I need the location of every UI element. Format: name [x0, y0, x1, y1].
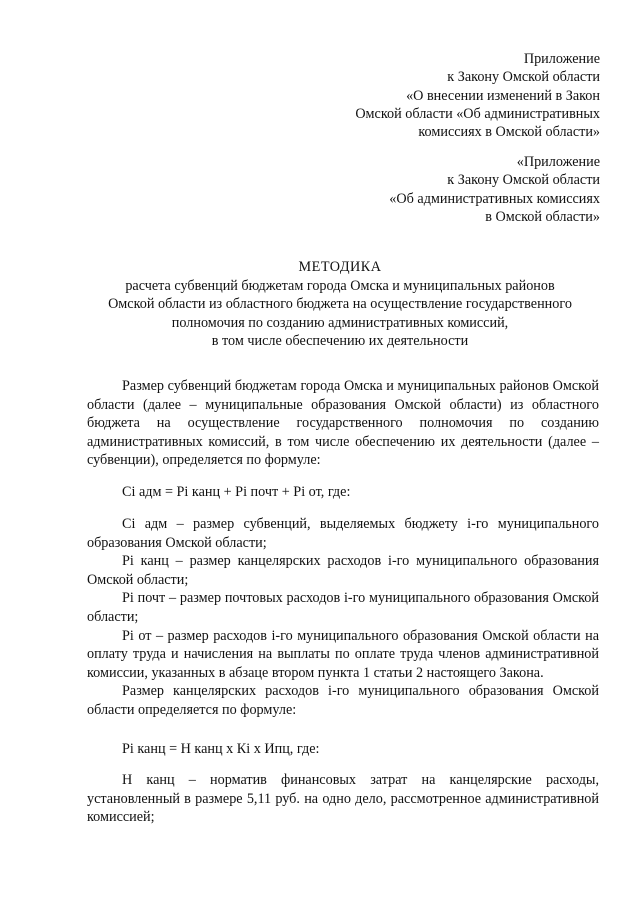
formula-kanc: Рi канц = Н канц х Кi х Ипц, где:	[122, 741, 320, 757]
appendix-original-header	[389, 153, 600, 226]
subtitle-line: расчета субвенций бюджетам города Омска и муниципальных районов	[125, 277, 555, 294]
definition-p-kanc: Рi канц – размер канцелярских расходов i-го муниципального образования Омской области;	[87, 553, 599, 588]
appendix-line: Омской области «Об административных	[355, 105, 600, 122]
appendix-line: комиссиях в Омской области»	[418, 124, 600, 141]
appendix-line: к Закону Омской области	[447, 172, 600, 189]
appendix-line: Приложение	[523, 51, 600, 67]
appendix-line: «Об административных комиссиях	[389, 190, 600, 207]
subtitle-line: полномочия по созданию административных комиссий,	[171, 314, 509, 331]
paragraph-text: Размер субвенций бюджетам города Омска и муниципальных районов Омской области (далее – муниципальные образования Омской области) из областного бюджета на осуществление государственного полномочия по созданию административных комиссий, в том числе обеспечению их деятельности (далее – субвенции), определяется по формуле:	[87, 378, 599, 469]
intro-paragraph	[87, 377, 599, 470]
appendix-line: «Приложение	[516, 154, 600, 170]
definition-p-pocht: Рi почт – размер почтовых расходов i-го муниципального образования Омской области;	[87, 590, 599, 625]
appendix-line: к Закону Омской области	[447, 69, 600, 86]
subtitle-line: в том числе обеспечению их деятельности	[211, 333, 469, 349]
document-title: МЕТОДИКА	[298, 259, 382, 275]
subtitle-line: Омской области из областного бюджета на осуществление государственного	[108, 296, 572, 312]
title-block	[60, 258, 620, 351]
definition-p-ot: Рi от – размер расходов i-го муниципального образования Омской области на оплату труда и начисления на выплаты по оплате труда членов административной комиссии, указанных в абзаце втором пункта 1 статьи 2 настоящего Закона.	[87, 627, 599, 681]
paragraph-kanc-rule: Размер канцелярских расходов i-го муниципального образования Омской области определяется по формуле:	[87, 683, 599, 718]
appendix-header	[355, 50, 600, 141]
definition-n-kanc: Н канц – норматив финансовых затрат на канцелярские расходы, установленный в размере 5,11 руб. на одно дело, рассмотренное административной комиссией;	[87, 772, 599, 826]
definitions-block	[87, 515, 599, 720]
appendix-line: в Омской области»	[485, 208, 600, 225]
norm-definition	[87, 771, 599, 827]
formula-subvention: Сi адм = Рi канц + Рi почт + Рi от, где:	[122, 484, 351, 500]
appendix-line: «О внесении изменений в Закон	[406, 87, 600, 104]
definition-c-adm: Сi адм – размер субвенций, выделяемых бюджету i-го муниципального образования Омской области;	[87, 516, 599, 551]
